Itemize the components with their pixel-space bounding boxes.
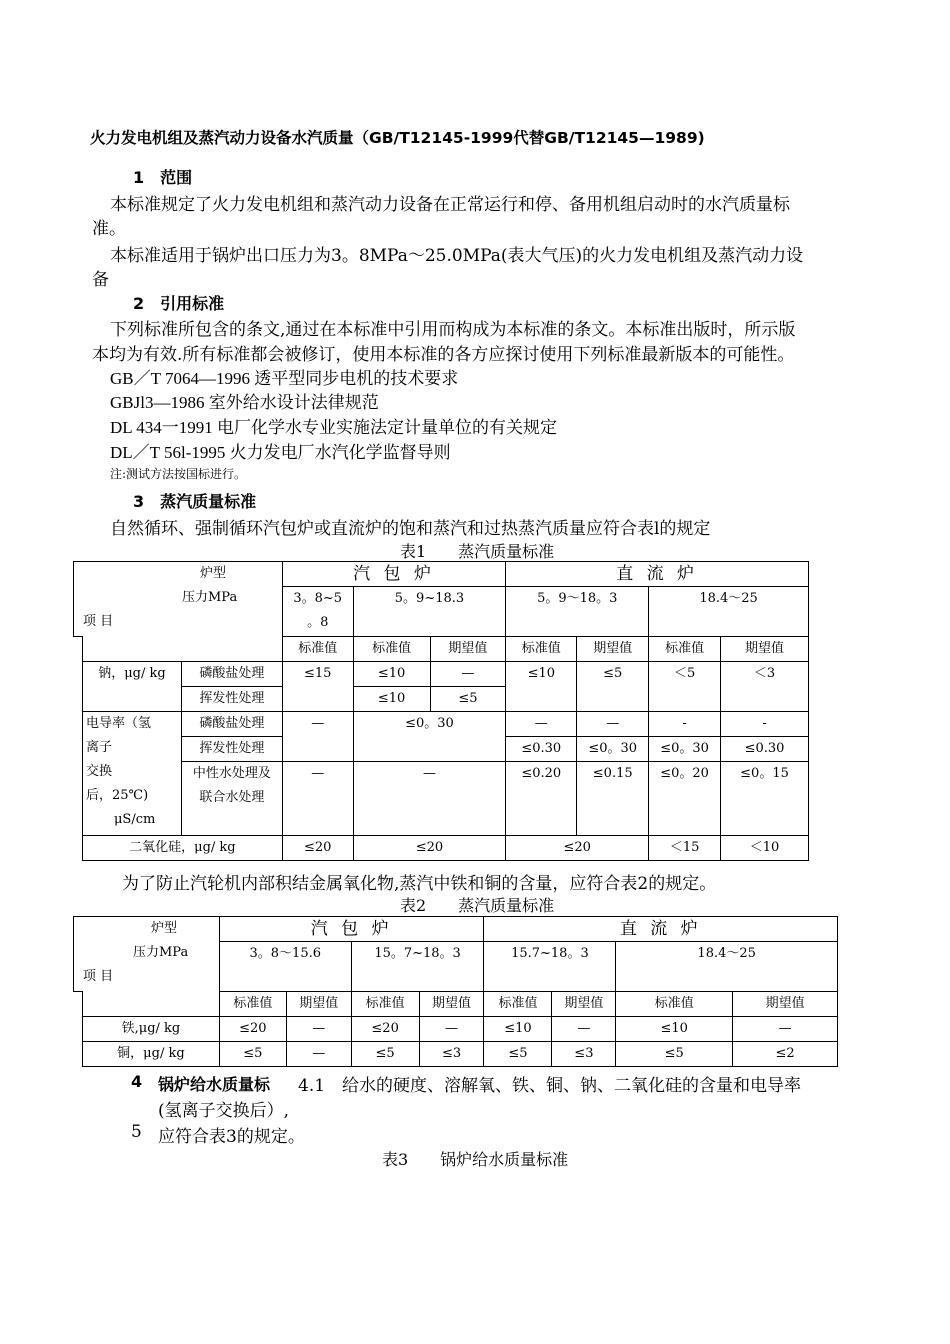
cell: ≤10 <box>506 662 577 712</box>
cell: ≤15 <box>282 662 353 712</box>
cell: ＜10 <box>721 836 809 861</box>
paragraph: 4.1 给水的硬度、溶解氧、铁、铜、钠、二氧化硅的含量和电导率 <box>298 1076 802 1096</box>
col-exp: 期望值 <box>721 637 809 662</box>
row-label: 二氧化硅，μg/ kg <box>82 836 282 861</box>
cell: — <box>419 1017 484 1042</box>
pressure-range: 5。9～18。3 <box>506 587 649 637</box>
cell: ≤10 <box>353 687 430 712</box>
table-row <box>74 762 809 836</box>
reference-item: GB／T 7064—1996 透平型同步电机的技术要求 <box>110 369 459 388</box>
paragraph: 应符合表3的规定。 <box>158 1127 305 1147</box>
cell: ≤5 <box>616 1042 733 1067</box>
pressure-label: 压力MPa <box>133 945 189 960</box>
cell: ≤0.30 <box>506 737 577 762</box>
cell: ≤10 <box>484 1017 552 1042</box>
treatment-label: 磷酸盐处理 <box>181 662 282 687</box>
cell: ≤3 <box>419 1042 484 1067</box>
reference-item: GBJl3—1986 室外给水设计法律规范 <box>110 393 379 412</box>
col-std: 标准值 <box>353 637 430 662</box>
cell: ≤0.15 <box>577 762 649 836</box>
cell: ≤5 <box>351 1042 419 1067</box>
cell: — <box>282 762 353 836</box>
once-through-header: 直 流 炉 <box>484 917 838 942</box>
header-corner <box>74 917 220 992</box>
table-row <box>74 662 809 687</box>
pressure-range: 5。9~18.3 <box>353 587 506 637</box>
drum-boiler-header: 汽 包 炉 <box>219 917 484 942</box>
table-row <box>74 1042 838 1067</box>
table-row <box>74 836 809 861</box>
cell: — <box>506 712 577 737</box>
col-exp: 期望值 <box>577 637 649 662</box>
cell: ≤5 <box>484 1042 552 1067</box>
cell: ≤5 <box>577 662 649 712</box>
item-label: 项 目 <box>83 969 114 984</box>
cell: ＜5 <box>649 662 721 712</box>
cell: — <box>577 712 649 737</box>
table-2 <box>73 916 838 1067</box>
col-exp: 期望值 <box>733 992 838 1017</box>
section-1-heading: 1 范围 <box>133 168 193 187</box>
table-row <box>74 712 809 737</box>
cell: ≤0。30 <box>577 737 649 762</box>
cell: ≤20 <box>282 836 353 861</box>
pressure-range: 18.4～25 <box>649 587 809 637</box>
drum-boiler-header: 汽 包 炉 <box>282 562 506 587</box>
cell: ≤20 <box>351 1017 419 1042</box>
cell: ≤0。20 <box>649 762 721 836</box>
cell: — <box>286 1017 351 1042</box>
paragraph: 自然循环、强制循环汽包炉或直流炉的饱和蒸汽和过热蒸汽质量应符合表l的规定 <box>110 519 711 539</box>
note: 注:测试方法按国标进行。 <box>110 467 247 481</box>
cell: - <box>649 712 721 737</box>
cell: — <box>353 762 506 836</box>
cell: ≤20 <box>506 836 649 861</box>
section-5-number: 5 <box>131 1122 142 1142</box>
cell: ≤20 <box>219 1017 286 1042</box>
row-label: 电导率（氢 离子 交换 后，25℃) μS/cm <box>82 712 181 836</box>
col-exp: 期望值 <box>419 992 484 1017</box>
cell: ≤5 <box>219 1042 286 1067</box>
paragraph: 准。 <box>92 219 126 239</box>
cell: ≤2 <box>733 1042 838 1067</box>
pressure-range: 3。8~5 。8 <box>282 587 353 637</box>
col-std: 标准值 <box>351 992 419 1017</box>
document-title: 火力发电机组及蒸汽动力设备水汽质量（GB/T12145-1999代替GB/T12145—1989) <box>90 129 705 147</box>
section-4-heading: 锅炉给水质量标 <box>158 1075 271 1094</box>
cell: ＜15 <box>649 836 721 861</box>
pressure-range: 18.4～25 <box>616 942 838 992</box>
cell: ≤10 <box>616 1017 733 1042</box>
paragraph: 本标准适用于锅炉出口压力为3。8MPa～25.0MPa(表大气压)的火力发电机组及蒸汽动力设 <box>110 246 804 266</box>
table-3-caption: 表3 锅炉给水质量标准 <box>382 1150 569 1169</box>
furnace-type-label: 炉型 <box>200 566 227 581</box>
col-std: 标准值 <box>616 992 733 1017</box>
table-1 <box>73 561 809 861</box>
paragraph: 为了防止汽轮机内部积结金属氧化物,蒸汽中铁和铜的含量，应符合表2的规定。 <box>122 874 717 894</box>
header-corner <box>74 562 283 637</box>
cell: — <box>286 1042 351 1067</box>
col-std: 标准值 <box>484 992 552 1017</box>
cell: — <box>552 1017 616 1042</box>
row-label: 铜，μg/ kg <box>82 1042 219 1067</box>
col-std: 标准值 <box>506 637 577 662</box>
cell: ＜3 <box>721 662 809 712</box>
col-std: 标准值 <box>649 637 721 662</box>
paragraph: 下列标准所包含的条文,通过在本标准中引用而构成为本标准的条文。本标准出版时，所示版 <box>110 320 796 340</box>
cell: — <box>282 712 353 762</box>
once-through-header: 直 流 炉 <box>506 562 809 587</box>
table-2-caption: 表2 蒸汽质量标准 <box>400 896 555 915</box>
reference-item: DL／T 56l-1995 火力发电厂水汽化学监督导则 <box>110 443 451 462</box>
treatment-label: 挥发性处理 <box>181 687 282 712</box>
cell: ≤0。30 <box>649 737 721 762</box>
pressure-range: 15.7~18。3 <box>484 942 616 992</box>
col-std: 标准值 <box>219 992 286 1017</box>
paragraph: 本均为有效.所有标准都会被修订，使用本标准的各方应探讨使用下列标准最新版本的可能性。 <box>92 345 795 365</box>
cell: ≤0。30 <box>353 712 506 762</box>
col-std: 标准值 <box>282 637 353 662</box>
row-label: 铁,μg/ kg <box>82 1017 219 1042</box>
treatment-label: 中性水处理及 联合水处理 <box>181 762 282 836</box>
treatment-label: 挥发性处理 <box>181 737 282 762</box>
cell: ≤5 <box>430 687 506 712</box>
paragraph: 本标准规定了火力发电机组和蒸汽动力设备在正常运行和停、备用机组启动时的水汽质量标 <box>110 195 790 215</box>
treatment-label: 磷酸盐处理 <box>181 712 282 737</box>
section-2-heading: 2 引用标准 <box>133 294 225 313</box>
paragraph: 备 <box>92 270 109 290</box>
cell: — <box>733 1017 838 1042</box>
cell: — <box>430 662 506 687</box>
paragraph: (氢离子交换后）, <box>158 1101 290 1121</box>
col-exp: 期望值 <box>430 637 506 662</box>
pressure-range: 3。8～15.6 <box>219 942 351 992</box>
col-exp: 期望值 <box>286 992 351 1017</box>
table-1-caption: 表1 蒸汽质量标准 <box>400 542 555 561</box>
cell: ≤3 <box>552 1042 616 1067</box>
cell: ≤20 <box>353 836 506 861</box>
col-exp: 期望值 <box>552 992 616 1017</box>
cell: - <box>721 712 809 737</box>
furnace-type-label: 炉型 <box>151 921 178 936</box>
cell: ≤0.20 <box>506 762 577 836</box>
cell: ≤0.30 <box>721 737 809 762</box>
cell: ≤0。15 <box>721 762 809 836</box>
item-label: 项 目 <box>83 614 114 629</box>
section-4-number: 4 <box>131 1072 143 1091</box>
pressure-label: 压力MPa <box>182 590 238 605</box>
row-label: 钠，μg/ kg <box>82 662 181 712</box>
pressure-range: 15。7~18。3 <box>351 942 484 992</box>
cell: ≤10 <box>353 662 430 687</box>
table-row <box>74 1017 838 1042</box>
section-3-heading: 3 蒸汽质量标准 <box>133 492 257 511</box>
reference-item: DL 434一1991 电厂化学水专业实施法定计量单位的有关规定 <box>110 418 558 437</box>
